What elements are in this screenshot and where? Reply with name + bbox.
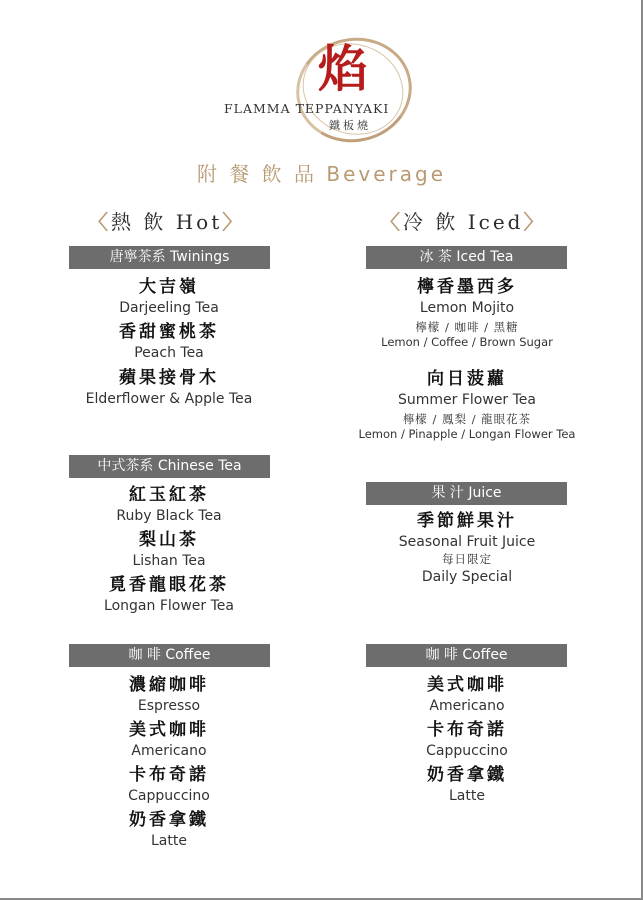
- iced-heading-text: 冷 飲 Iced: [403, 210, 524, 234]
- item-name-zh: 季節鮮果汁: [417, 511, 517, 531]
- logo-name-en: FLAMMA TEPPANYAKI: [224, 101, 390, 116]
- menu-item: [19, 764, 319, 806]
- item-name-en: Cappuccino: [128, 788, 210, 804]
- item-name-zh: 奶香拿鐵: [129, 810, 209, 830]
- item-name-en: Seasonal Fruit Juice: [398, 534, 536, 550]
- item-name-en: Cappuccino: [426, 743, 508, 759]
- section-bar-twinings: 唐寧茶系 Twinings: [69, 246, 270, 269]
- item-name-en: Darjeeling Tea: [119, 300, 219, 316]
- item-name-en: Lemon Mojito: [419, 300, 515, 316]
- menu-item: [317, 510, 617, 587]
- item-name-zh: 卡布奇諾: [129, 765, 209, 785]
- logo-name-zh: 鐵板燒: [329, 119, 371, 132]
- menu-item: [19, 809, 319, 851]
- hot-heading-text: 熱 飲 Hot: [111, 210, 223, 234]
- item-name-en: Elderflower & Apple Tea: [85, 391, 253, 407]
- item-name-en: Americano: [131, 743, 207, 759]
- section-bar-iced-tea: 冰 茶 Iced Tea: [366, 246, 567, 269]
- item-name-zh: 大吉嶺: [139, 277, 199, 297]
- section-bar-juice: 果 汁 Juice: [366, 482, 567, 505]
- item-name-en: Americano: [429, 698, 505, 714]
- item-name-en: Latte: [449, 788, 485, 804]
- menu-item: [19, 529, 319, 571]
- heading-bracket-open: 〈: [88, 210, 111, 234]
- item-note-en: Daily Special: [421, 569, 513, 585]
- menu-item: [19, 674, 319, 716]
- menu-item: [19, 321, 319, 363]
- item-options-en: Lemon / Coffee / Brown Sugar: [381, 335, 553, 349]
- item-name-zh: 美式咖啡: [129, 720, 209, 740]
- hot-column-heading: [88, 206, 245, 235]
- menu-item: [317, 276, 617, 350]
- item-name-en: Summer Flower Tea: [398, 392, 536, 408]
- item-name-zh: 蘋果接骨木: [119, 368, 219, 388]
- menu-item: [317, 674, 617, 716]
- item-name-zh: 美式咖啡: [427, 675, 507, 695]
- heading-bracket-close: 〉: [523, 210, 547, 234]
- menu-item: [19, 719, 319, 761]
- page-title: 附 餐 飲 品 Beverage: [196, 162, 447, 186]
- item-name-en: Ruby Black Tea: [116, 508, 222, 524]
- menu-item: [317, 368, 617, 442]
- section-bar-hot-coffee: 咖 啡 Coffee: [69, 644, 270, 667]
- menu-item: [317, 764, 617, 806]
- item-name-zh: 檸香墨西多: [417, 277, 517, 297]
- item-options-zh: 檸檬 / 鳳梨 / 龍眼花茶: [402, 412, 532, 426]
- menu-item: [19, 484, 319, 526]
- item-options-zh: 檸檬 / 咖啡 / 黑糖: [415, 320, 519, 334]
- section-bar-chinese-tea: 中式茶系 Chinese Tea: [69, 455, 270, 478]
- section-bar-iced-coffee: 咖 啡 Coffee: [366, 644, 567, 667]
- menu-item: [19, 574, 319, 616]
- item-name-en: Lishan Tea: [132, 553, 206, 569]
- item-name-zh: 濃縮咖啡: [129, 675, 209, 695]
- heading-bracket-open: 〈: [380, 210, 403, 234]
- item-name-en: Latte: [151, 833, 187, 849]
- menu-item: [317, 719, 617, 761]
- item-name-zh: 奶香拿鐵: [427, 765, 507, 785]
- heading-bracket-close: 〉: [222, 210, 246, 234]
- logo-character: 焰: [318, 39, 368, 98]
- item-name-zh: 覓香龍眼花茶: [109, 575, 229, 595]
- item-name-zh: 香甜蜜桃茶: [119, 322, 219, 342]
- item-options-en: Lemon / Pinapple / Longan Flower Tea: [358, 427, 576, 441]
- item-name-en: Peach Tea: [134, 345, 204, 361]
- menu-item: [19, 367, 319, 409]
- item-name-en: Longan Flower Tea: [104, 598, 234, 614]
- menu-item: [19, 276, 319, 318]
- item-name-zh: 梨山茶: [139, 530, 199, 550]
- iced-column-heading: [380, 206, 546, 235]
- item-name-zh: 向日菠蘿: [427, 369, 507, 389]
- item-name-zh: 紅玉紅茶: [129, 485, 209, 505]
- item-name-zh: 卡布奇諾: [427, 720, 507, 740]
- item-name-en: Espresso: [137, 698, 201, 714]
- item-note-zh: 每日限定: [442, 552, 492, 566]
